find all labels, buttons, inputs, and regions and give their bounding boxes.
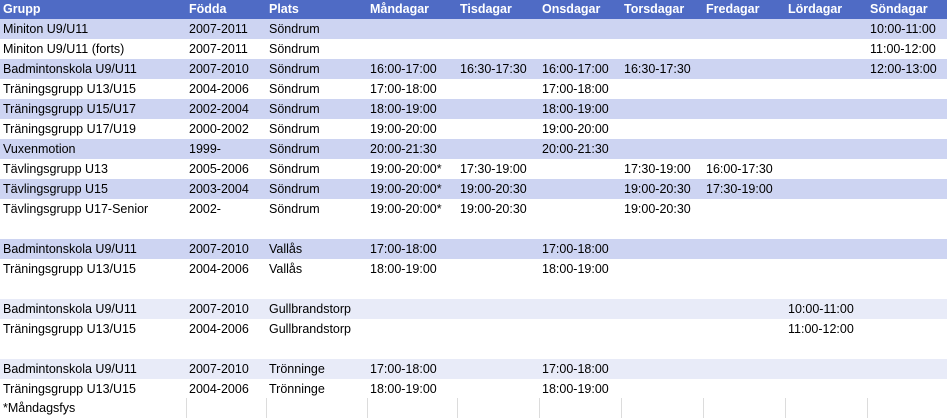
gridline [539,398,540,418]
table-cell: 2004-2006 [189,382,249,396]
header-lordagar: Lördagar [788,2,843,16]
table-cell [457,379,539,399]
table-cell [703,199,785,219]
header-mandagar: Måndagar [370,2,430,16]
table-cell [785,19,867,39]
table-cell [703,359,785,379]
table-cell: Träningsgrupp U15/U17 [3,102,136,116]
table-cell: Badmintonskola U9/U11 [3,302,137,316]
table-cell [621,299,703,319]
table-row [0,179,947,199]
table-cell: Gullbrandstorp [269,302,351,316]
table-cell: 12:00-13:00 [870,62,937,76]
table-cell: 11:00-12:00 [788,322,854,336]
table-cell [621,19,703,39]
table-cell [457,139,539,159]
table-cell: 19:00-20:30 [624,202,691,216]
table-cell [867,119,947,139]
table-cell: 10:00-11:00 [788,302,854,316]
table-row [0,359,947,379]
table-cell: 2002-2004 [189,102,249,116]
table-cell [457,299,539,319]
gridline [186,398,187,418]
table-row [0,319,947,339]
gridline [367,398,368,418]
table-cell [621,219,703,239]
table-cell [785,259,867,279]
table-row [0,199,947,219]
footnote-row [0,398,947,418]
table-cell [0,279,186,299]
table-cell: 16:00-17:00 [542,62,609,76]
table-cell [703,379,785,399]
table-cell: 2000-2002 [189,122,249,136]
table-cell: Badmintonskola U9/U11 [3,242,137,256]
table-cell: 17:00-18:00 [542,362,609,376]
table-cell [621,79,703,99]
table-cell [703,319,785,339]
table-cell: Miniton U9/U11 [3,22,89,36]
table-cell: Vuxenmotion [3,142,76,156]
table-cell: 18:00-19:00 [542,102,609,116]
table-cell [867,219,947,239]
table-cell: 16:30-17:30 [624,62,691,76]
table-cell [186,279,266,299]
table-cell [539,199,621,219]
table-cell [785,339,867,359]
table-cell: 18:00-19:00 [542,382,609,396]
table-cell [367,219,457,239]
table-cell [621,379,703,399]
table-cell: 2007-2011 [189,42,248,56]
table-cell: Tävlingsgrupp U13 [3,162,108,176]
table-cell: 19:00-20:00 [370,122,437,136]
table-cell: 19:00-20:30 [460,182,527,196]
table-row [0,99,947,119]
table-cell [703,79,785,99]
table-cell [367,339,457,359]
table-cell [539,179,621,199]
table-cell: 16:30-17:30 [460,62,527,76]
gridline [703,398,704,418]
table-cell: Träningsgrupp U13/U15 [3,262,136,276]
table-cell: 18:00-19:00 [370,262,437,276]
table-cell [867,319,947,339]
table-cell [785,59,867,79]
table-row [0,299,947,319]
table-cell: Trönninge [269,382,325,396]
table-cell: Miniton U9/U11 (forts) [3,42,125,56]
table-cell [367,39,457,59]
table-cell [785,79,867,99]
table-cell: 19:00-20:00* [370,182,442,196]
table-cell: Söndrum [269,42,320,56]
table-cell [457,19,539,39]
table-cell: Träningsgrupp U13/U15 [3,322,136,336]
table-cell: 17:00-18:00 [370,242,437,256]
table-cell [539,219,621,239]
table-cell [367,279,457,299]
table-cell: Söndrum [269,162,320,176]
table-cell: 19:00-20:00* [370,162,442,176]
table-cell: 11:00-12:00 [870,42,936,56]
table-cell: Träningsgrupp U13/U15 [3,82,136,96]
table-cell [867,179,947,199]
table-cell: 2004-2006 [189,262,249,276]
gridline [785,398,786,418]
table-cell [266,219,367,239]
table-cell: Tävlingsgrupp U17-Senior [3,202,149,216]
table-cell [266,339,367,359]
table-row [0,239,947,259]
table-cell [703,19,785,39]
table-row [0,119,947,139]
table-cell [266,279,367,299]
table-cell [621,259,703,279]
table-cell [703,59,785,79]
table-cell: 19:00-20:00 [542,122,609,136]
table-cell: 2003-2004 [189,182,249,196]
table-cell: Söndrum [269,102,320,116]
gridline [621,398,622,418]
header-fodda: Födda [189,2,227,16]
table-row [0,139,947,159]
table-cell [539,339,621,359]
table-cell: Söndrum [269,182,320,196]
table-cell [785,39,867,59]
table-cell: 17:00-18:00 [542,242,609,256]
table-cell [867,299,947,319]
table-cell [703,119,785,139]
table-cell [0,339,186,359]
table-cell: 19:00-20:30 [460,202,527,216]
table-cell [457,339,539,359]
header-fredagar: Fredagar [706,2,760,16]
table-cell [867,359,947,379]
table-cell [867,379,947,399]
table-cell: Söndrum [269,202,320,216]
table-cell: 18:00-19:00 [542,262,609,276]
table-cell: 2004-2006 [189,82,249,96]
table-cell [539,279,621,299]
table-cell: Tävlingsgrupp U15 [3,182,108,196]
table-cell [785,379,867,399]
table-cell: 19:00-20:30 [624,182,691,196]
table-cell [703,219,785,239]
table-cell: Söndrum [269,142,320,156]
table-cell: 17:30-19:00 [706,182,773,196]
table-cell: Söndrum [269,82,320,96]
table-cell: 17:30-19:00 [624,162,691,176]
table-row [0,339,947,359]
table-cell [457,39,539,59]
table-cell [539,159,621,179]
table-cell [621,139,703,159]
table-cell [703,39,785,59]
table-cell [457,359,539,379]
table-cell [867,79,947,99]
table-cell: Träningsgrupp U13/U15 [3,382,136,396]
table-cell [867,339,947,359]
table-cell [457,99,539,119]
table-row [0,219,947,239]
table-cell [785,359,867,379]
table-cell: Träningsgrupp U17/U19 [3,122,136,136]
table-cell [367,319,457,339]
table-cell: 2005-2006 [189,162,249,176]
table-cell [621,319,703,339]
table-cell [867,199,947,219]
table-cell: 16:00-17:30 [706,162,773,176]
table-cell: 20:00-21:30 [542,142,609,156]
table-cell [703,339,785,359]
table-cell: 17:00-18:00 [370,82,437,96]
header-torsdagar: Torsdagar [624,2,685,16]
table-cell [457,239,539,259]
header-plats: Plats [269,2,299,16]
table-cell [621,119,703,139]
table-cell: Söndrum [269,62,320,76]
table-cell [539,39,621,59]
table-cell [367,299,457,319]
table-cell: Gullbrandstorp [269,322,351,336]
table-cell [621,39,703,59]
table-cell [539,299,621,319]
table-cell [785,199,867,219]
table-cell [703,279,785,299]
table-cell: Trönninge [269,362,325,376]
table-cell: 2007-2010 [189,62,249,76]
table-cell [867,159,947,179]
table-cell: Vallås [269,262,303,276]
table-cell [457,279,539,299]
table-cell: 17:00-18:00 [542,82,609,96]
table-row [0,19,947,39]
table-cell [621,239,703,259]
table-cell: Söndrum [269,22,320,36]
gridline [266,398,267,418]
table-cell: 17:00-18:00 [370,362,437,376]
table-cell [867,279,947,299]
table-cell [785,139,867,159]
table-cell [867,259,947,279]
table-cell [186,339,266,359]
table-cell: Badmintonskola U9/U11 [3,362,137,376]
table-cell [621,339,703,359]
table-cell: 10:00-11:00 [870,22,936,36]
table-cell: 2002- [189,202,221,216]
table-cell: 20:00-21:30 [370,142,437,156]
table-cell: 2007-2011 [189,22,248,36]
table-cell [457,79,539,99]
table-cell [785,219,867,239]
table-cell [785,159,867,179]
table-cell: 2004-2006 [189,322,249,336]
table-cell [703,99,785,119]
header-grupp: Grupp [3,2,41,16]
table-cell [785,239,867,259]
table-row [0,159,947,179]
table-cell [539,319,621,339]
table-cell [621,359,703,379]
table-cell [785,99,867,119]
table-cell [621,99,703,119]
table-cell: Vallås [269,242,303,256]
table-cell: Badmintonskola U9/U11 [3,62,137,76]
table-cell: 18:00-19:00 [370,102,437,116]
gridline [867,398,868,418]
table-cell [457,259,539,279]
table-cell [703,299,785,319]
table-row [0,379,947,399]
footnote: *Måndagsfys [3,401,76,415]
table-cell: 1999- [189,142,221,156]
table-cell: 2007-2010 [189,362,249,376]
table-cell: 17:30-19:00 [460,162,527,176]
table-cell [867,239,947,259]
table-cell [785,119,867,139]
table-cell [367,19,457,39]
gridline [457,398,458,418]
table-cell [457,219,539,239]
table-cell [703,139,785,159]
table-cell: 16:00-17:00 [370,62,437,76]
table-cell [539,19,621,39]
table-cell: Söndrum [269,122,320,136]
table-cell: 2007-2010 [189,242,249,256]
table-row [0,259,947,279]
table-row [0,59,947,79]
table-cell [867,99,947,119]
header-row [0,0,947,19]
table-row [0,279,947,299]
table-row [0,39,947,59]
table-cell [621,279,703,299]
header-sondagar: Söndagar [870,2,928,16]
table-row [0,79,947,99]
table-cell: 2007-2010 [189,302,249,316]
table-cell [186,219,266,239]
header-tisdagar: Tisdagar [460,2,512,16]
table-cell [785,279,867,299]
table-cell [703,259,785,279]
table-cell [457,319,539,339]
table-cell: 19:00-20:00* [370,202,442,216]
table-cell [0,219,186,239]
table-cell [867,139,947,159]
table-cell: 18:00-19:00 [370,382,437,396]
table-cell [457,119,539,139]
header-onsdagar: Onsdagar [542,2,601,16]
table-cell [785,179,867,199]
table-cell [703,239,785,259]
